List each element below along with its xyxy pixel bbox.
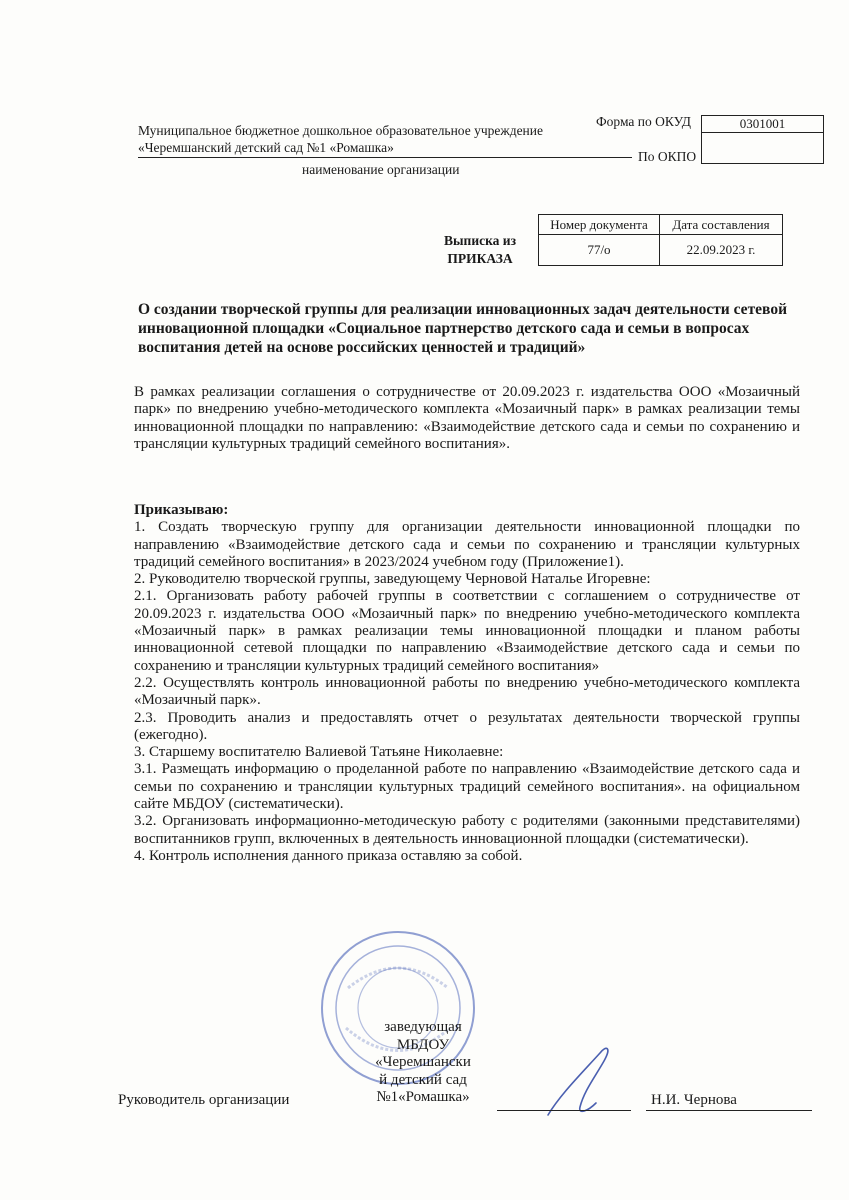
- order-item: 3. Старшему воспитателю Валиевой Татьяне Николаевне:: [134, 744, 504, 761]
- extract-title: [436, 232, 524, 268]
- orders-heading: Приказываю:: [134, 502, 229, 518]
- order-item: 3.2. Организовать информационно-методическую работу с родителями (законными представителями) воспитанников групп, включенных в деятельность инновационной площадки (систематически).: [134, 813, 800, 847]
- okud-label: Форма по ОКУД: [596, 114, 692, 129]
- date-value: 22.09.2023 г.: [660, 235, 783, 266]
- document-info-table: [538, 214, 783, 266]
- signatory-role-label: Руководитель организации: [118, 1092, 290, 1108]
- order-item: 2. Руководителю творческой группы, заведующему Черновой Наталье Игоревне:: [134, 571, 651, 588]
- order-item: 2.1. Организовать работу рабочей группы в соответствии с соглашением о сотрудничестве от 20.09.2023 г. издательства ООО «Мозаичный парк» по внедрению учебно-методического комплекта «Мозаичный парк» в рамках реализации темы инновационной площадки и планом работы инновационной сетевой площадки по направлению «Взаимодействие детского сада и семьи по сохранению и трансляции культурных традиций семейного воспитания»: [134, 588, 800, 674]
- handwritten-signature: [540, 1035, 630, 1125]
- order-item: 4. Контроль исполнения данного приказа оставляю за собой.: [134, 847, 523, 864]
- doc-number-header: Номер документа: [539, 215, 660, 235]
- okpo-label: По ОКПО: [638, 149, 697, 164]
- organization-caption: наименование организации: [302, 162, 460, 177]
- order-item: 1. Создать творческую группу для организации деятельности инновационной площадки по направлению «Взаимодействие детского сада и семьи по сохранению и трансляции культурных традиций семейного воспитания» в 2023/2024 учебном году (Приложение1).: [134, 519, 800, 570]
- okud-code: 0301001: [739, 116, 786, 131]
- okpo-code: [702, 132, 823, 163]
- signatory-position: заведующая МБДОУ «Черемшански й детский сад №1«Ромашка»: [375, 1019, 471, 1105]
- extract-title-line2: ПРИКАЗА: [447, 251, 513, 266]
- intro-paragraph: В рамках реализации соглашения о сотрудничестве от 20.09.2023 г. издательства ООО «Мозаичный парк» по внедрению учебно-методического комплекта «Мозаичный парк» в рамках реализации темы инновационной площадки по направлению: «Взаимодействие детского сада и семьи по сохранению и трансляции культурных традиций семейного воспитания».: [134, 384, 800, 452]
- doc-number-value: 77/о: [539, 235, 660, 266]
- extract-title-line1: Выписка из: [444, 233, 516, 248]
- order-item: 3.1. Размещать информацию о проделанной работе по направлению «Взаимодействие детского сада и семьи по сохранению и трансляции культурных традиций семейного воспитания». на официальном сайте МБДОУ (систематически).: [134, 761, 800, 813]
- signatory-name: Н.И. Чернова: [651, 1092, 737, 1108]
- organization-name-line1: Муниципальное бюджетное дошкольное образовательное учреждение: [138, 123, 543, 138]
- codes-box: [701, 115, 824, 164]
- date-header: Дата составления: [660, 215, 783, 235]
- name-line: [646, 1110, 812, 1111]
- order-item: 2.3. Проводить анализ и предоставлять отчет о результатах деятельности творческой группы (ежегодно).: [134, 709, 800, 743]
- order-item: 2.2. Осуществлять контроль инновационной работы по внедрению учебно-методического комплекта «Мозаичный парк».: [134, 674, 800, 709]
- organization-name-line2: «Черемшанский детский сад №1 «Ромашка»: [138, 140, 632, 158]
- orders-section: [134, 502, 800, 865]
- order-subject: О создании творческой группы для реализации инновационных задач деятельности сетевой инновационной площадки «Социальное партнерство детского сада и семьи в вопросах воспитания детей на основе российских ценностей и традиций»: [138, 301, 788, 356]
- signature-line: [497, 1110, 631, 1111]
